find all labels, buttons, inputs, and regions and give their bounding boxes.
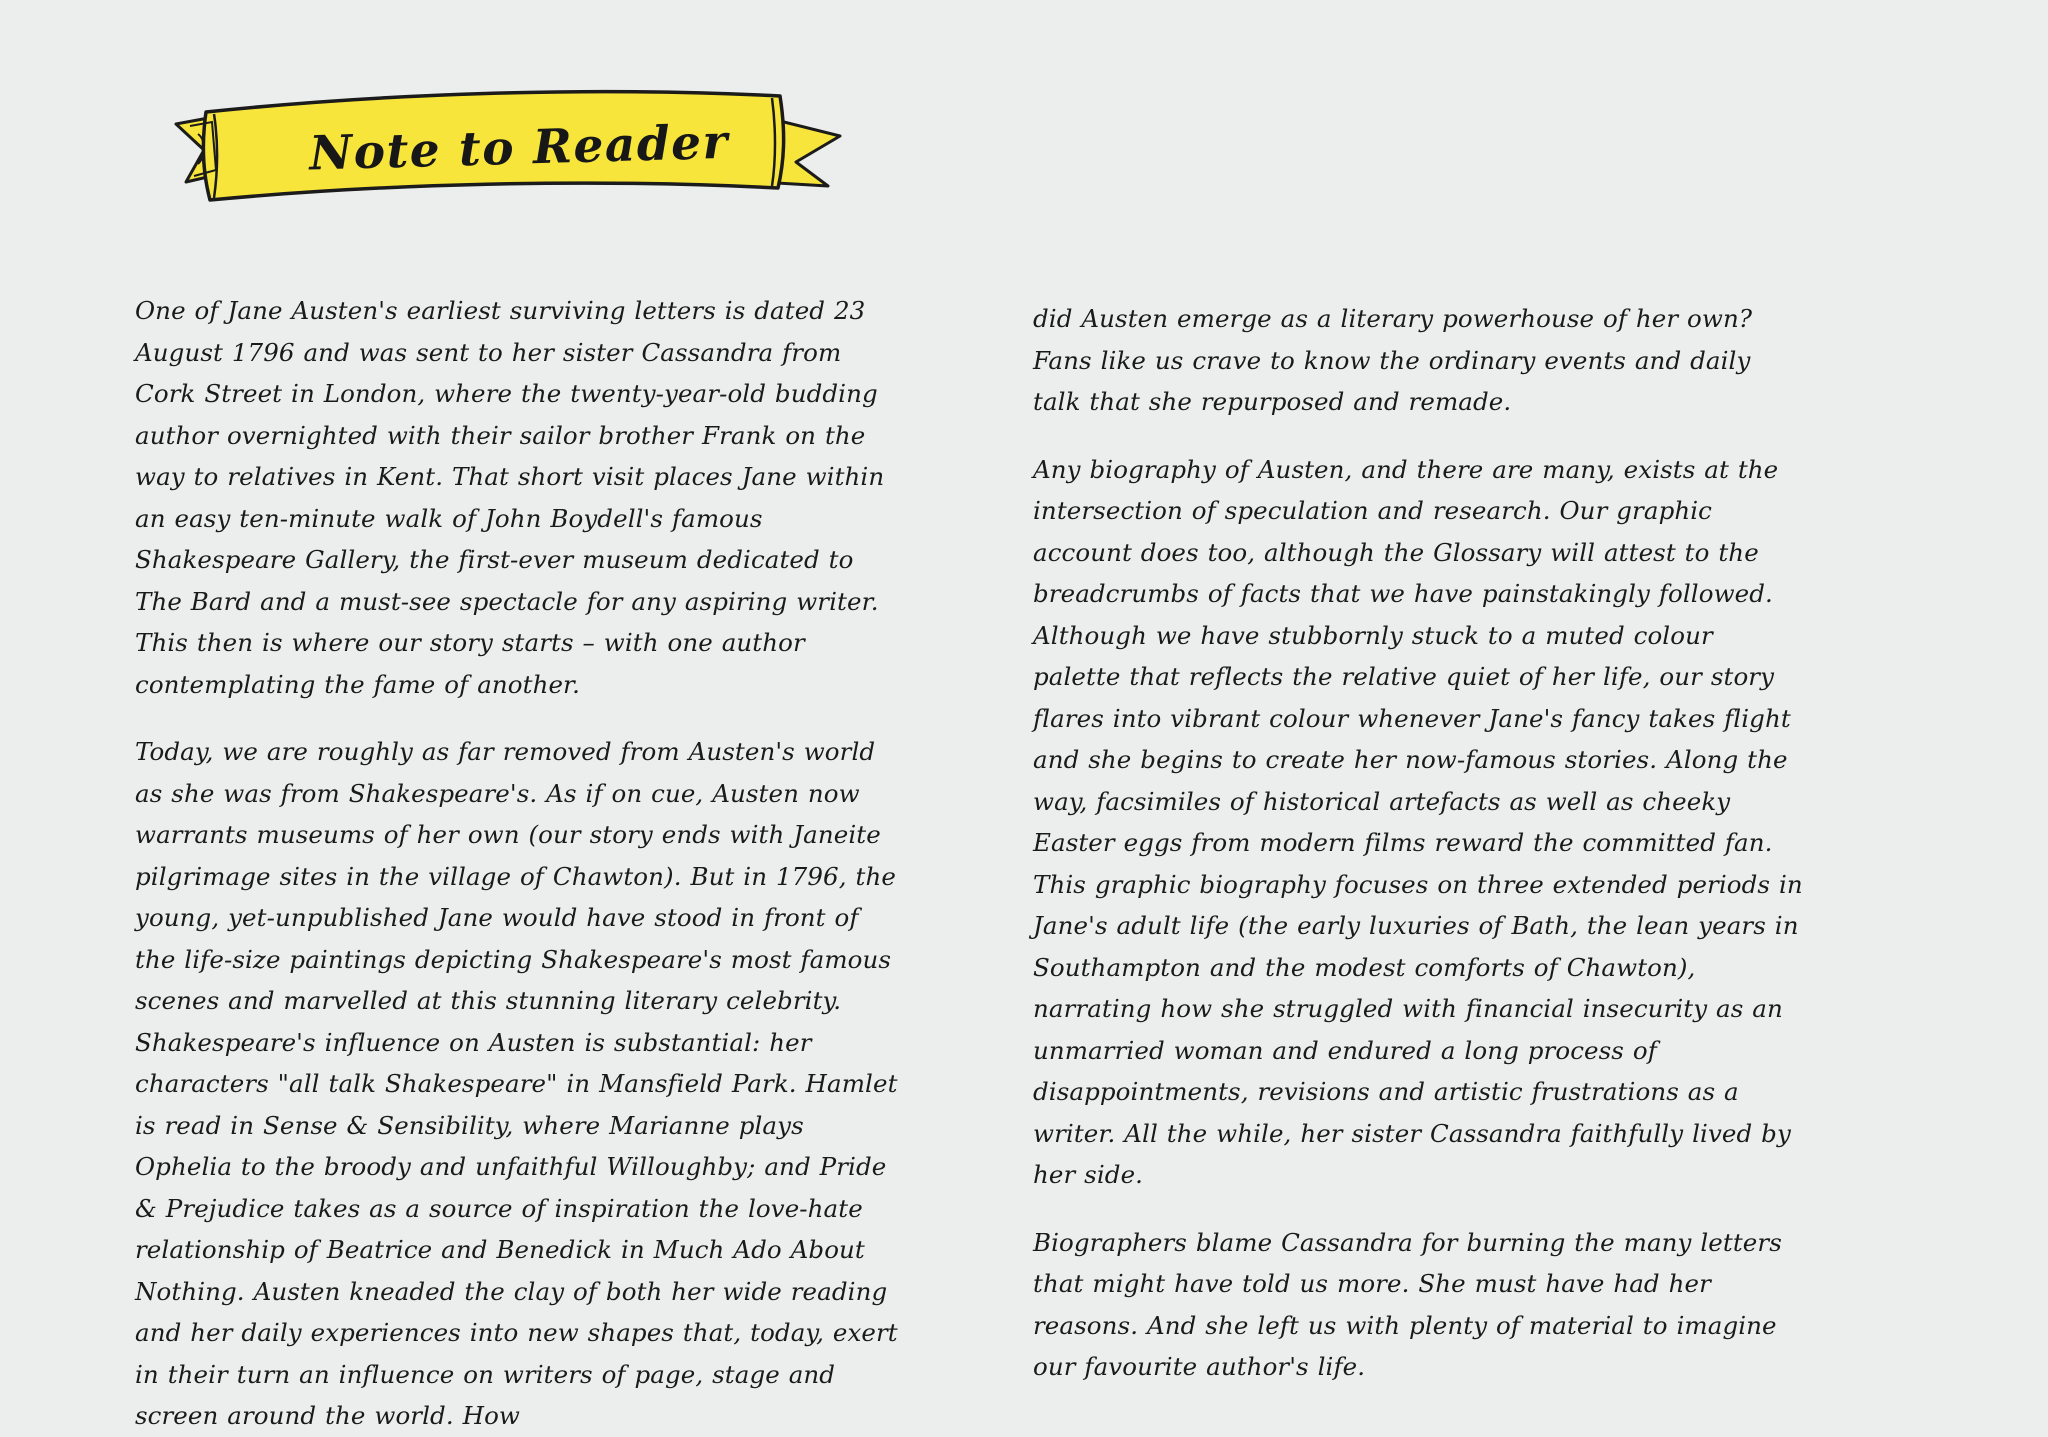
paragraph: Biographers blame Cassandra for burning the many letters that might have told us more. She must have had her reasons. And she left us with plenty of material to imagine our favourite author's life. <box>1033 1227 1782 1381</box>
page-title: Note to Reader <box>308 114 730 182</box>
paragraph: did Austen emerge as a literary powerhouse of her own? Fans like us crave to know the ordinary events and daily talk that she repurposed and remade. <box>1033 304 1753 416</box>
paragraph: One of Jane Austen's earliest surviving letters is dated 23 August 1796 and was sent to her sister Cassandra from Cork Street in London, where the twenty-year-old budding author overnighted with their sailor brother Frank on the way to relatives in Kent. That short visit places Jane within an easy ten-minute walk of John Boydell's famous Shakespeare Gallery, the first-ever museum dedicated to The Bard and a must-see spectacle for any aspiring writer. This then is where our story starts – with one author contemplating the fame of another. <box>135 296 885 699</box>
paragraph: Today, we are roughly as far removed from Austen's world as she was from Shakespeare's. As if on cue, Austen now warrants museums of her own (our story ends with Janeite pilgrimage sites in the village of Chawton). But in 1796, the young, yet-unpublished Jane would have stood in front of the life-size paintings depicting Shakespeare's most famous scenes and marvelled at this stunning literary celebrity. Shakespeare's influence on Austen is substantial: her characters "all talk Shakespeare" in Mansfield Park. Hamlet is read in Sense & Sensibility, where Marianne plays Ophelia to the broody and unfaithful Willoughby; and Pride & Prejudice takes as a source of inspiration the love-hate relationship of Beatrice and Benedick in Much Ado About Nothing. Austen kneaded the clay of both her wide reading and her daily experiences into new shapes that, today, exert in their turn an influence on writers of page, stage and screen around the world. How <box>135 737 898 1430</box>
ribbon-banner-icon <box>168 78 848 218</box>
paragraph: Any biography of Austen, and there are many, exists at the intersection of speculation and research. Our graphic account does too, although the Glossary will attest to the breadcrumbs of facts that we have painstakingly followed. Although we have stubbornly stuck to a muted colour palette that reflects the relative quiet of her life, our story flares into vibrant colour whenever Jane's fancy takes flight and she begins to create her now-famous stories. Along the way, facsimiles of historical artefacts as well as cheeky Easter eggs from modern films reward the committed fan. This graphic biography focuses on three extended periods in Jane's adult life (the early luxuries of Bath, the lean years in Southampton and the modest comforts of Chawton), narrating how she struggled with financial insecurity as an unmarried woman and endured a long process of disappointments, revisions and artistic frustrations as a writer. All the while, her sister Cassandra faithfully lived by her side. <box>1033 454 1803 1189</box>
left-column <box>135 290 905 1437</box>
note-to-reader-banner <box>168 78 848 218</box>
body-columns <box>0 290 2048 1437</box>
right-column <box>1033 290 1803 1437</box>
